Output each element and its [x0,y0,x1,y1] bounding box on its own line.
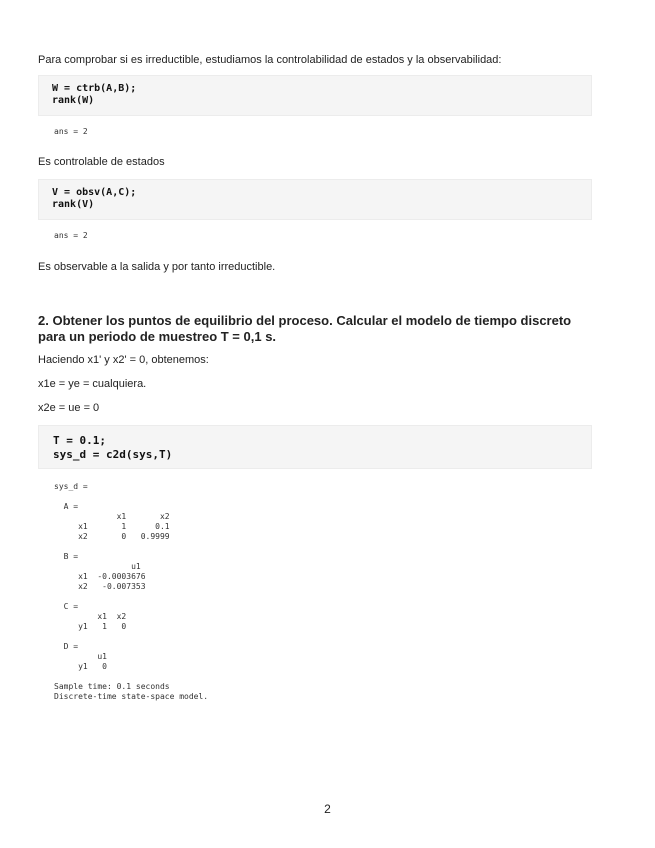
controllable-paragraph: Es controlable de estados [38,156,165,168]
x2e-paragraph: x2e = ue = 0 [38,402,100,414]
output-sys-d: sys_d = A = x1 x2 x1 1 0.1 x2 0 0.9999 B = u1 x1 -0.0003676 x2 -0.007353 C = x1 x2 y1 1 0 D = u1 y1 0 Sample time: 0.1 seconds Discrete-time state-space model. [54,482,209,701]
output-rank-w: ans = 2 [54,127,88,136]
output-rank-v: ans = 2 [54,231,88,240]
intro-paragraph: Para comprobar si es irreductible, estudiamos la controlabilidad de estados y la observabilidad: [38,54,502,66]
haciendo-paragraph: Haciendo x1' y x2' = 0, obtenemos: [38,354,209,366]
code-block-c2d: T = 0.1; sys_d = c2d(sys,T) [38,425,592,469]
section-heading: 2. Obtener los puntos de equilibrio del proceso. Calcular el modelo de tiempo discreto para un periodo de muestreo T = 0,1 s. [38,313,572,344]
page-number: 2 [324,802,331,816]
observable-paragraph: Es observable a la salida y por tanto irreductible. [38,261,276,273]
code-block-ctrb: W = ctrb(A,B); rank(W) [38,75,592,116]
code-block-obsv: V = obsv(A,C); rank(V) [38,179,592,220]
x1e-paragraph: x1e = ye = cualquiera. [38,378,147,390]
